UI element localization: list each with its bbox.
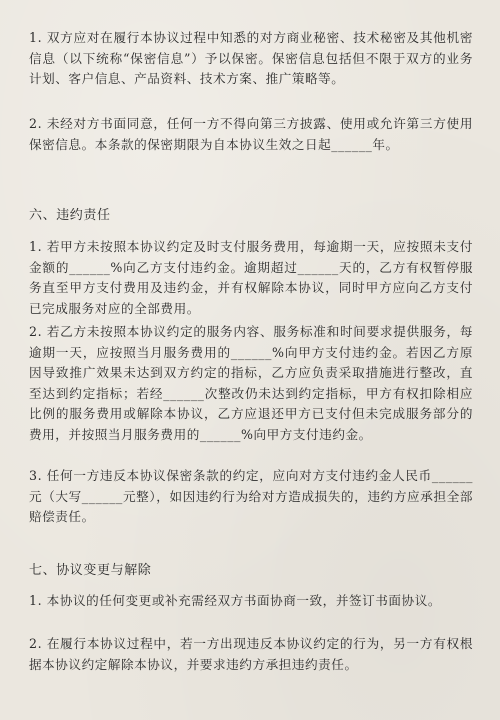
section-7-item-2: 2. 在履行本协议过程中，若一方出现违反本协议约定的行为，另一方有权根据本协议约定解除本协议，并要求违约方承担违约责任。	[29, 636, 473, 672]
confidentiality-clause-2: 2. 未经对方书面同意，任何一方不得向第三方披露、使用或允许第三方使用保密信息。本条款的保密期限为自本协议生效之日起______年。	[29, 116, 473, 152]
section-7-item-1: 1. 本协议的任何变更或补充需经双方书面协商一致，并签订书面协议。	[29, 593, 441, 608]
section-6-title: 六、违约责任	[29, 208, 111, 223]
section-6-item-1: 1. 若甲方未按照本协议约定及时支付服务费用，每逾期一天，应按照未支付金额的______%向乙方支付违约金。逾期超过______天的，乙方有权暂停服务直至甲方支付费用及违约金，并有权解除本协议，同时甲方应向乙方支付已完成服务对应的全部费用。	[29, 239, 473, 316]
section-6-item-2: 2. 若乙方未按照本协议约定的服务内容、服务标准和时间要求提供服务，每逾期一天，应按照当月服务费用的______%向甲方支付违约金。若因乙方原因导致推广效果未达到双方约定的指标，乙方应负责采取措施进行整改，直至达到约定指标；若经______次整改仍未达到约定指标，甲方有权扣除相应比例的服务费用或解除本协议，乙方应退还甲方已支付但未完成服务部分的费用，并按照当月服务费用的______%向甲方支付违约金。	[29, 324, 473, 442]
section-7-title: 七、协议变更与解除	[29, 563, 152, 578]
section-6-item-3: 3. 任何一方违反本协议保密条款的约定，应向对方支付违约金人民币______元（大写______元整），如因违约行为给对方造成损失的，违约方应承担全部赔偿责任。	[29, 468, 473, 524]
confidentiality-clause-1: 1. 双方应对在履行本协议过程中知悉的对方商业秘密、技术秘密及其他机密信息（以下统称“保密信息”）予以保密。保密信息包括但不限于双方的业务计划、客户信息、产品资料、技术方案、推广策略等。	[29, 30, 473, 86]
